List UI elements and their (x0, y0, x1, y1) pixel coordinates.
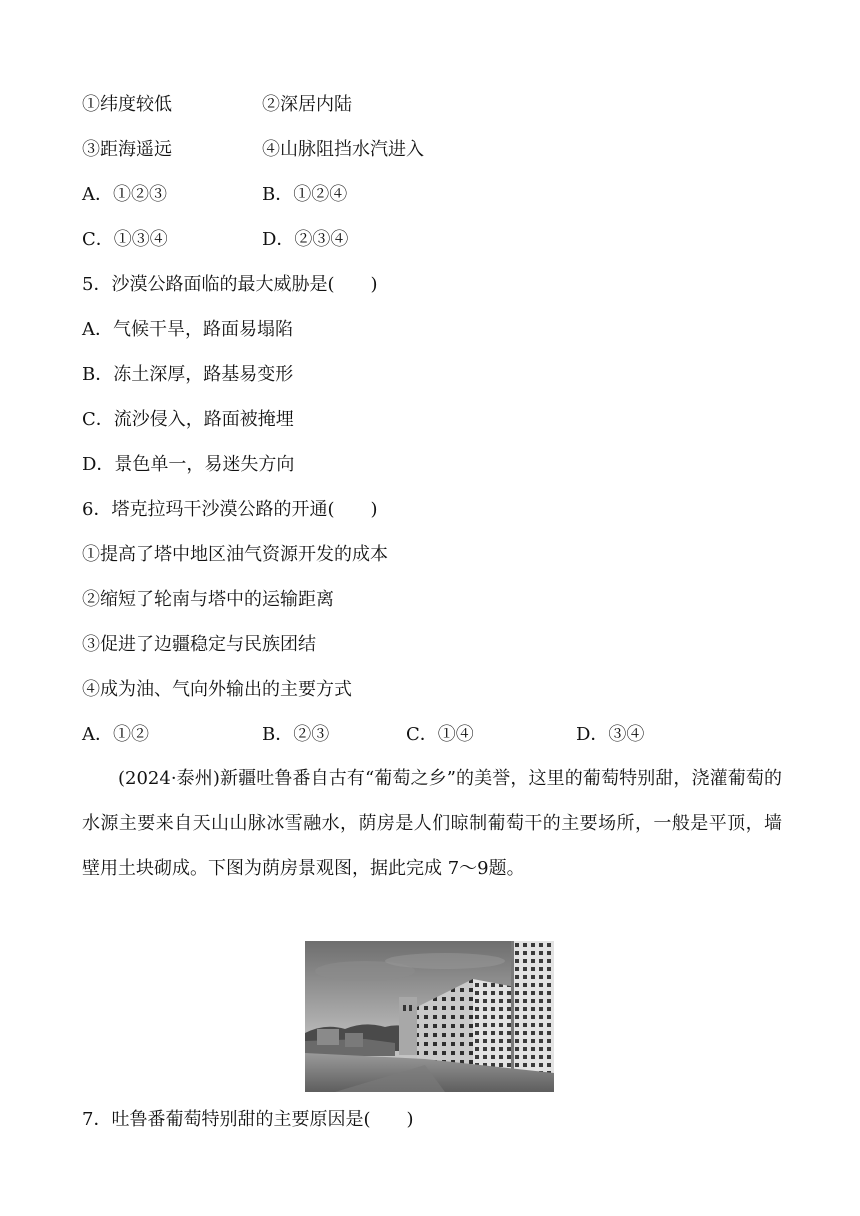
drying-house-photo (305, 941, 554, 1092)
q6-statement-1: ①提高了塔中地区油气资源开发的成本 (82, 544, 388, 565)
q6-option-c: C．①④ (406, 724, 474, 745)
q6-option-a: A．①② (82, 724, 149, 745)
q6-statement-2: ②缩短了轮南与塔中的运输距离 (82, 589, 334, 610)
q4-statement-4: ④山脉阻挡水汽进入 (262, 139, 424, 160)
q5-option-a: A．气候干旱，路面易塌陷 (82, 319, 293, 340)
q4-option-a: A．①②③ (82, 184, 167, 205)
q4-statement-3: ③距海遥远 (82, 139, 172, 160)
q4-option-c: C．①③④ (82, 229, 168, 250)
q6-option-d: D．③④ (576, 724, 645, 745)
q6-statement-4: ④成为油、气向外输出的主要方式 (82, 679, 352, 700)
q4-option-b: B．①②④ (262, 184, 348, 205)
q6-option-b: B．②③ (262, 724, 330, 745)
q5-option-c: C．流沙侵入，路面被掩埋 (82, 409, 294, 430)
q5-stem: 5．沙漠公路面临的最大威胁是( ) (82, 274, 378, 295)
material-paragraph: (2024·泰州)新疆吐鲁番自古有“葡萄之乡”的美誉，这里的葡萄特别甜，浇灌葡萄的水源主要来自天山山脉冰雪融水，荫房是人们晾制葡萄干的主要场所，一般是平顶，墙壁用土块砌成。下图为荫房景观图，据此完成 7～9题。 (82, 768, 782, 879)
q6-statement-3: ③促进了边疆稳定与民族团结 (82, 634, 316, 655)
q4-statement-2: ②深居内陆 (262, 94, 352, 115)
q4-statement-1: ①纬度较低 (82, 94, 172, 115)
q5-option-d: D．景色单一，易迷失方向 (82, 454, 295, 475)
q5-option-b: B．冻土深厚，路基易变形 (82, 364, 294, 385)
q4-option-d: D．②③④ (262, 229, 349, 250)
q6-stem: 6．塔克拉玛干沙漠公路的开通( ) (82, 499, 378, 520)
q7-stem: 7．吐鲁番葡萄特别甜的主要原因是( ) (82, 1109, 414, 1130)
